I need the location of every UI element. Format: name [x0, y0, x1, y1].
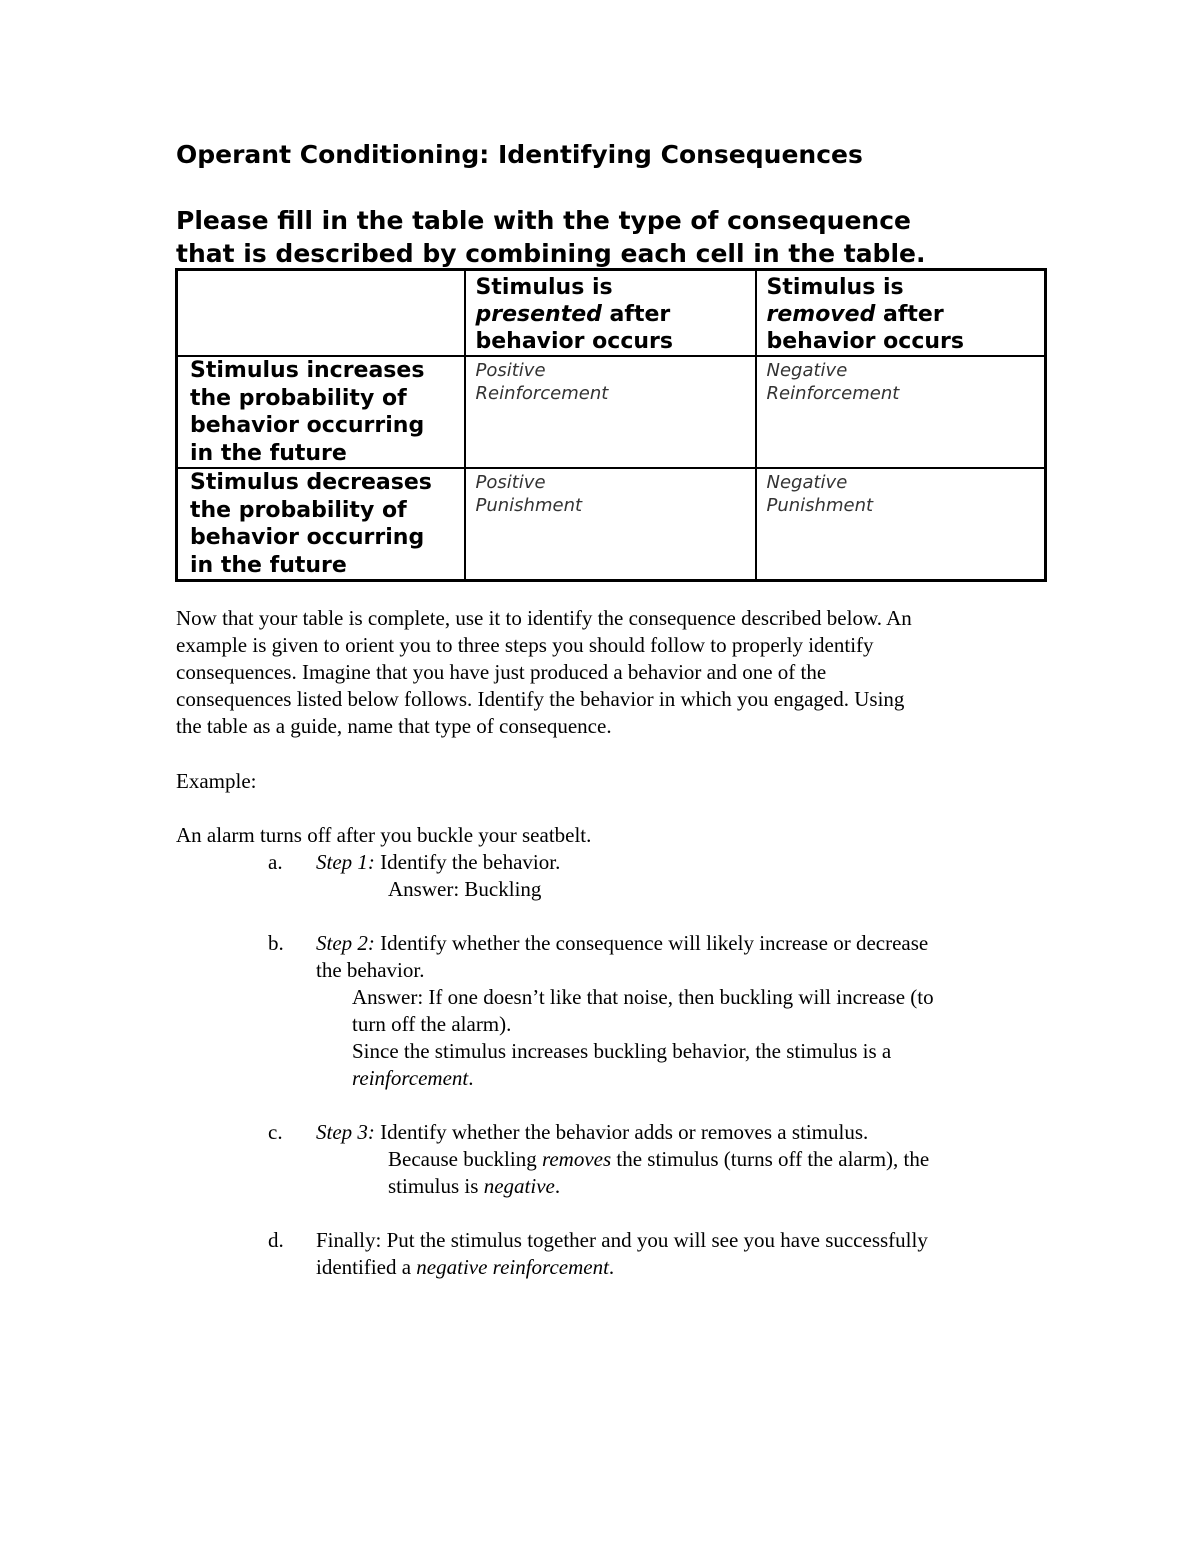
cell-text: Positive [475, 472, 546, 493]
emphasis-text: negative reinforcement [416, 1255, 609, 1279]
step-b-instruction-cont: the behavior. [316, 958, 425, 982]
intro-paragraph [176, 605, 1036, 740]
step-text: Identify whether the consequence will likely increase or decrease [374, 931, 929, 955]
step-b-since-cont [352, 1065, 474, 1092]
consequences-table [175, 268, 1047, 582]
step-text: Identify the behavior. [374, 850, 561, 874]
step-letter: b. [268, 931, 284, 955]
instructions [176, 204, 1076, 270]
emphasis-text: reinforcement [352, 1066, 469, 1090]
step-d-text: Finally: Put the stimulus together and you will see you have successfully [316, 1228, 928, 1252]
table-header-row [177, 270, 1046, 357]
col-header-text: after [875, 302, 944, 327]
cell-negative-punishment [756, 468, 1046, 581]
example-scenario: An alarm turns off after you buckle your seatbelt. [176, 823, 592, 847]
intro-line: example is given to orient you to three steps you should follow to properly identify [176, 633, 874, 657]
step-d-text-cont [316, 1254, 614, 1281]
cell-text: Negative [766, 472, 848, 493]
cell-positive-punishment [465, 468, 756, 581]
instructions-line: Please fill in the table with the type of consequence [176, 206, 911, 235]
col-header-text: Stimulus is [475, 275, 613, 300]
step-letter: c. [268, 1120, 283, 1144]
step-b-since: Since the stimulus increases buckling behavior, the stimulus is a [352, 1039, 892, 1063]
cell-positive-reinforcement [465, 356, 756, 468]
step-label: Step 1: [316, 850, 375, 874]
table-corner-cell [177, 270, 465, 357]
col-header-text: behavior occurs [766, 329, 964, 354]
col-header-presented [465, 270, 756, 357]
row-label-text: the probability of [190, 497, 407, 523]
step-label: Step 3: [316, 1120, 375, 1144]
cell-text: Positive [475, 360, 546, 381]
emphasis-text: negative [483, 1174, 555, 1198]
col-header-emphasis: presented [475, 302, 602, 327]
row-label-text: behavior occurring [190, 525, 425, 550]
step-c-because-cont [388, 1173, 560, 1200]
page-title: Operant Conditioning: Identifying Consequences [176, 140, 863, 169]
step-b-answer-cont: turn off the alarm). [352, 1012, 512, 1036]
intro-line: Now that your table is complete, use it to identify the consequence described below. An [176, 606, 912, 630]
step-text: the stimulus (turns off the alarm), the [611, 1147, 930, 1171]
row-label-increases [177, 356, 465, 468]
intro-line: consequences. Imagine that you have just produced a behavior and one of the [176, 660, 827, 684]
step-text: Because buckling [388, 1147, 542, 1171]
step-text: stimulus is [388, 1174, 484, 1198]
step-c-because [388, 1146, 929, 1173]
punctuation: . [554, 1174, 561, 1198]
col-header-removed [756, 270, 1046, 357]
row-label-decreases [177, 468, 465, 581]
row-label-text: Stimulus increases [190, 358, 425, 383]
cell-negative-reinforcement [756, 356, 1046, 468]
row-label-text: in the future [190, 440, 347, 466]
col-header-text [767, 301, 1045, 328]
step-a-answer: Answer: Buckling [388, 877, 542, 901]
punctuation: . [468, 1066, 474, 1090]
cell-text: Negative [766, 360, 848, 381]
cell-text: Punishment [766, 495, 874, 516]
step-letter: d. [268, 1228, 284, 1252]
punctuation: . [608, 1255, 615, 1279]
table-row [177, 356, 1046, 468]
col-header-emphasis: removed [766, 302, 876, 327]
row-label-text: in the future [190, 552, 347, 578]
cell-text: Reinforcement [766, 383, 900, 404]
col-header-text: after [601, 302, 671, 327]
row-label-text: the probability of [190, 385, 407, 411]
table-row [177, 468, 1046, 581]
col-header-text: behavior occurs [475, 329, 673, 354]
col-header-text: Stimulus is [766, 275, 904, 300]
step-a-instruction [316, 849, 560, 876]
cell-text: Reinforcement [475, 383, 609, 404]
step-c-instruction [316, 1119, 868, 1146]
cell-text: Punishment [475, 495, 583, 516]
intro-line: consequences listed below follows. Identify the behavior in which you engaged. Using [176, 687, 905, 711]
row-label-text: Stimulus decreases [190, 470, 432, 495]
step-text: Identify whether the behavior adds or removes a stimulus. [374, 1120, 869, 1144]
step-text: identified a [316, 1255, 417, 1279]
step-label: Step 2: [316, 931, 375, 955]
step-letter: a. [268, 850, 283, 874]
step-b-answer: Answer: If one doesn’t like that noise, then buckling will increase (to [352, 985, 934, 1009]
row-label-text: behavior occurring [190, 413, 425, 438]
step-b-instruction [316, 930, 928, 957]
instructions-line: that is described by combining each cell in the table. [176, 239, 926, 268]
intro-line: the table as a guide, name that type of consequence. [176, 714, 612, 738]
emphasis-text: removes [541, 1147, 612, 1171]
example-label: Example: [176, 769, 257, 793]
col-header-text [476, 301, 755, 328]
